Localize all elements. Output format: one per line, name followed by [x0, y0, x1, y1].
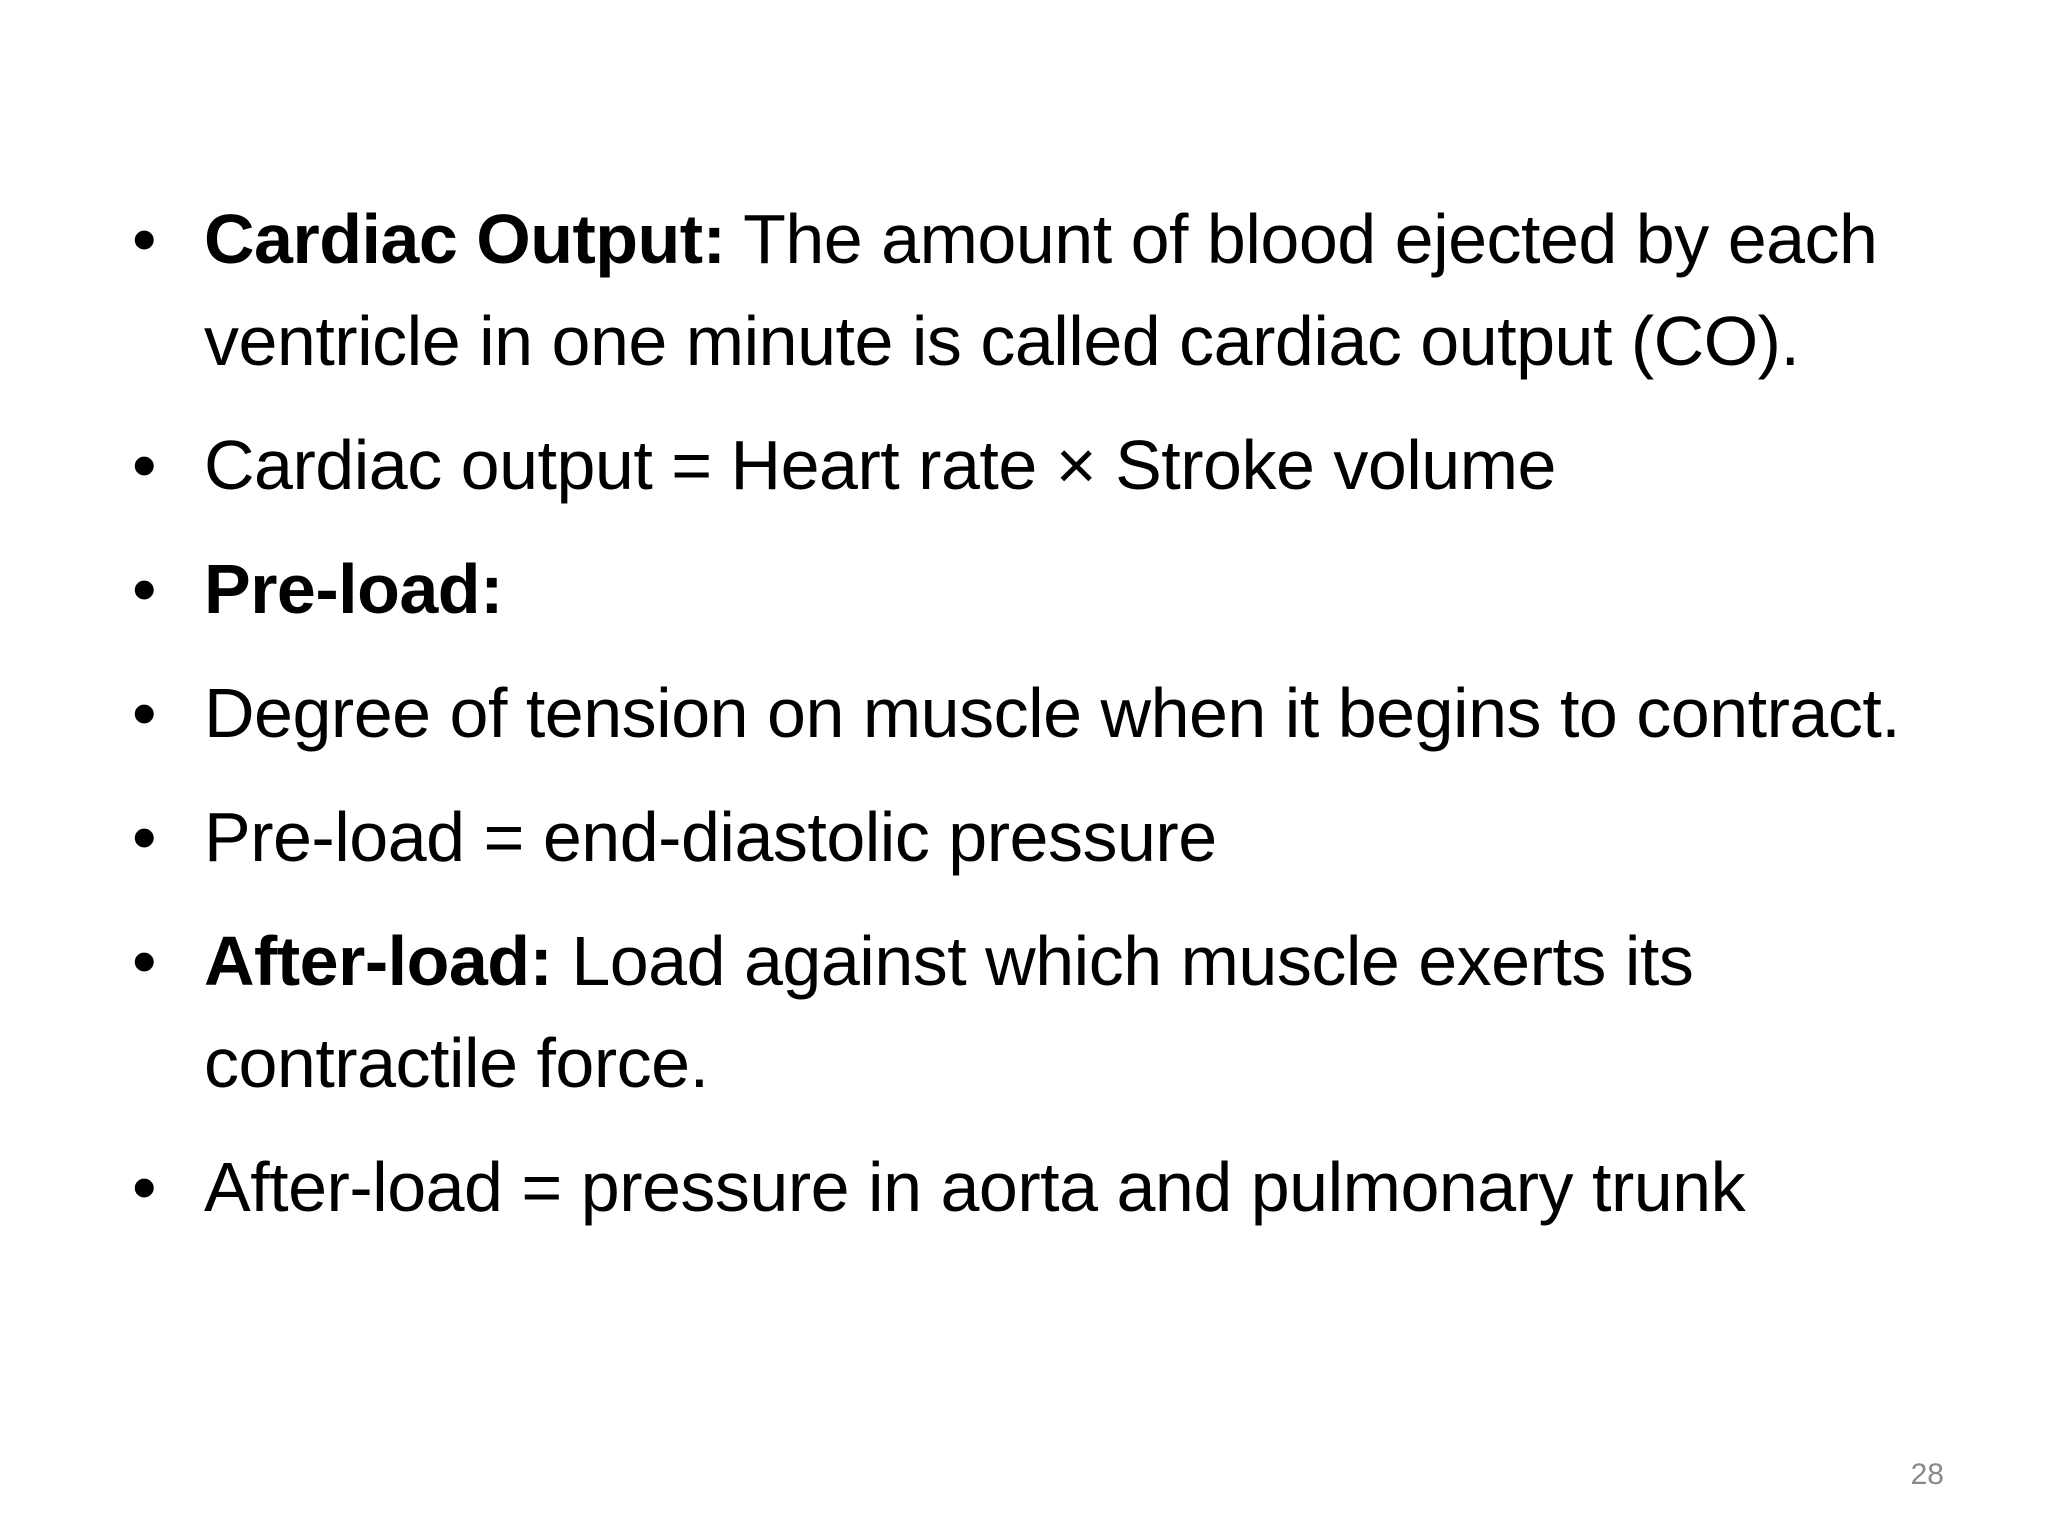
bullet-term: After-load: [204, 922, 553, 1000]
bullet-term: Cardiac Output: [204, 200, 726, 278]
bullet-list [124, 188, 2004, 1260]
bullet-icon: • [131, 426, 156, 504]
bullet-text: After-load = pressure in aorta and pulmonary trunk [204, 1148, 1746, 1226]
bullet-text: Degree of tension on muscle when it begins to contract. [204, 674, 1901, 752]
bullet-item-cardiac-output [124, 188, 2004, 392]
bullet-item-after-load [124, 910, 2004, 1114]
bullet-item-pre-load [124, 538, 2004, 640]
bullet-item-pre-load-formula [124, 786, 2004, 888]
bullet-text: The amount of blood ejected by each ventricle in one minute is called cardiac output (CO). [204, 200, 1878, 380]
bullet-text: Pre-load = end-diastolic pressure [204, 798, 1217, 876]
bullet-item-after-load-formula [124, 1136, 2004, 1238]
bullet-text: Load against which muscle exerts its contractile force. [204, 922, 1694, 1102]
bullet-term: Pre-load: [204, 550, 503, 628]
bullet-item-cardiac-output-formula [124, 414, 2004, 516]
bullet-icon: • [131, 798, 156, 876]
bullet-icon: • [131, 1148, 156, 1226]
slide-page-number: 28 [1910, 1458, 1944, 1491]
bullet-icon: • [131, 200, 156, 278]
bullet-text: Cardiac output = Heart rate × Stroke volume [204, 426, 1556, 504]
bullet-icon: • [131, 922, 156, 1000]
bullet-icon: • [131, 674, 156, 752]
bullet-icon: • [131, 550, 156, 628]
bullet-item-pre-load-definition [124, 662, 2004, 764]
